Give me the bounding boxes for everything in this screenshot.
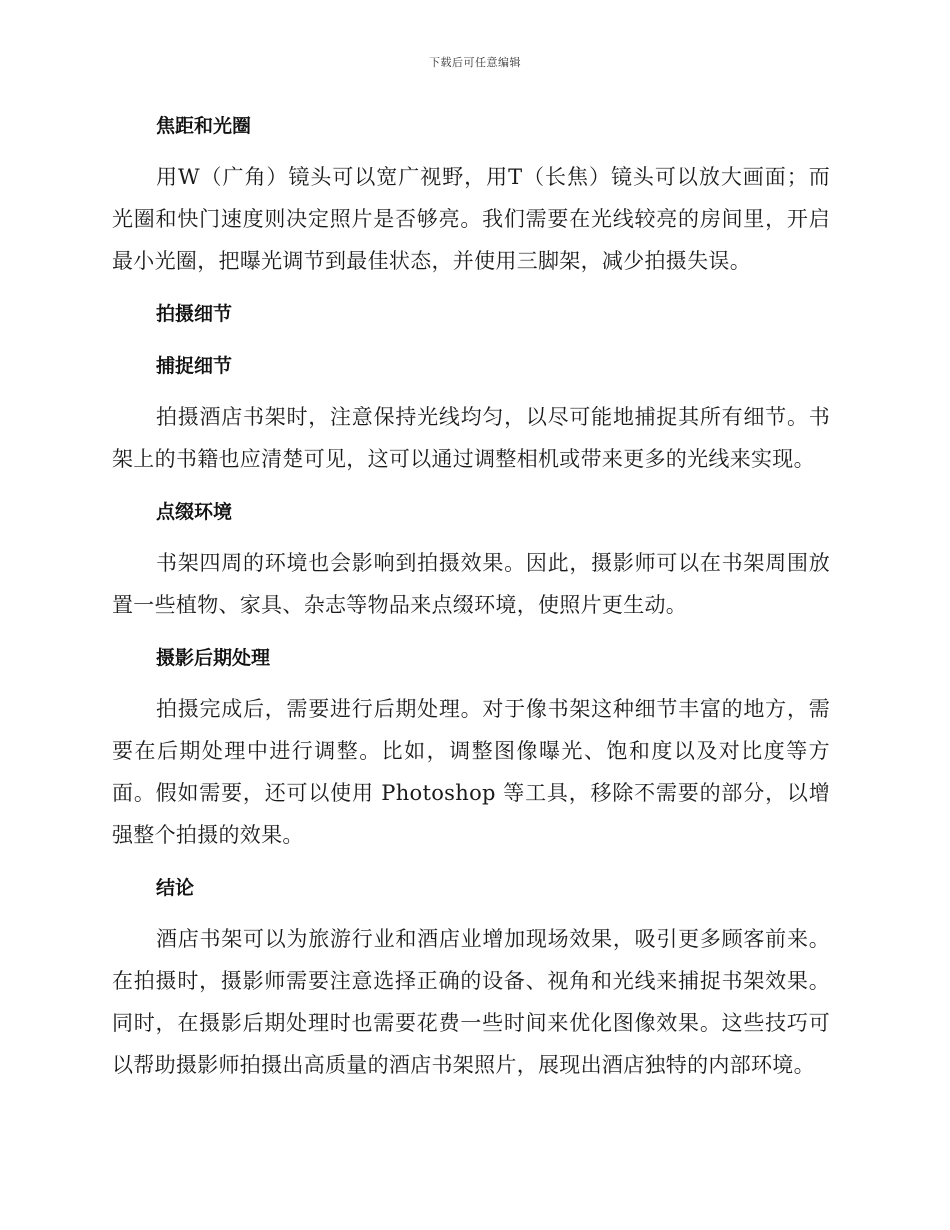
section-paragraph: 拍摄酒店书架时，注意保持光线均匀，以尽可能地捕捉其所有细节。书架上的书籍也应清楚可见，这可以通过调整相机或带来更多的光线来实现。 [112, 405, 830, 471]
section-heading: 摄影后期处理 [156, 647, 271, 669]
section-heading: 点缀环境 [156, 501, 233, 523]
page-header: 下载后可任意编辑 [429, 56, 521, 69]
section-decorate-environment [112, 490, 830, 626]
section-heading: 拍摄细节 [156, 303, 233, 325]
document-body [112, 104, 830, 1096]
section-paragraph: 拍摄完成后，需要进行后期处理。对于像书架这种细节丰富的地方，需要在后期处理中进行调整。比如，调整图像曝光、饱和度以及对比度等方面。假如需要，还可以使用 Photoshop 等工具，移除不需要的部分，以增强整个拍摄的效果。 [112, 697, 830, 847]
section-paragraph: 酒店书架可以为旅游行业和酒店业增加现场效果，吸引更多顾客前来。在拍摄时，摄影师需要注意选择正确的设备、视角和光线来捕捉书架效果。同时，在摄影后期处理时也需要花费一些时间来优化图像效果。这些技巧可以帮助摄影师拍摄出高质量的酒店书架照片，展现出酒店独特的内部环境。 [112, 927, 830, 1077]
section-heading: 结论 [156, 877, 195, 899]
section-heading: 捕捉细节 [156, 355, 233, 377]
section-paragraph: 书架四周的环境也会影响到拍摄效果。因此，摄影师可以在书架周围放置一些植物、家具、杂志等物品来点缀环境，使照片更生动。 [112, 551, 830, 617]
section-paragraph: 用W（广角）镜头可以宽广视野，用T（长焦）镜头可以放大画面；而光圈和快门速度则决定照片是否够亮。我们需要在光线较亮的房间里，开启最小光圈，把曝光调节到最佳状态，并使用三脚架，减少拍摄失误。 [112, 165, 830, 273]
section-shooting-details [112, 292, 830, 336]
section-focal-aperture [112, 104, 830, 282]
section-conclusion [112, 866, 830, 1086]
section-heading: 焦距和光圈 [156, 115, 252, 137]
section-post-processing [112, 636, 830, 856]
section-capture-details [112, 344, 830, 480]
